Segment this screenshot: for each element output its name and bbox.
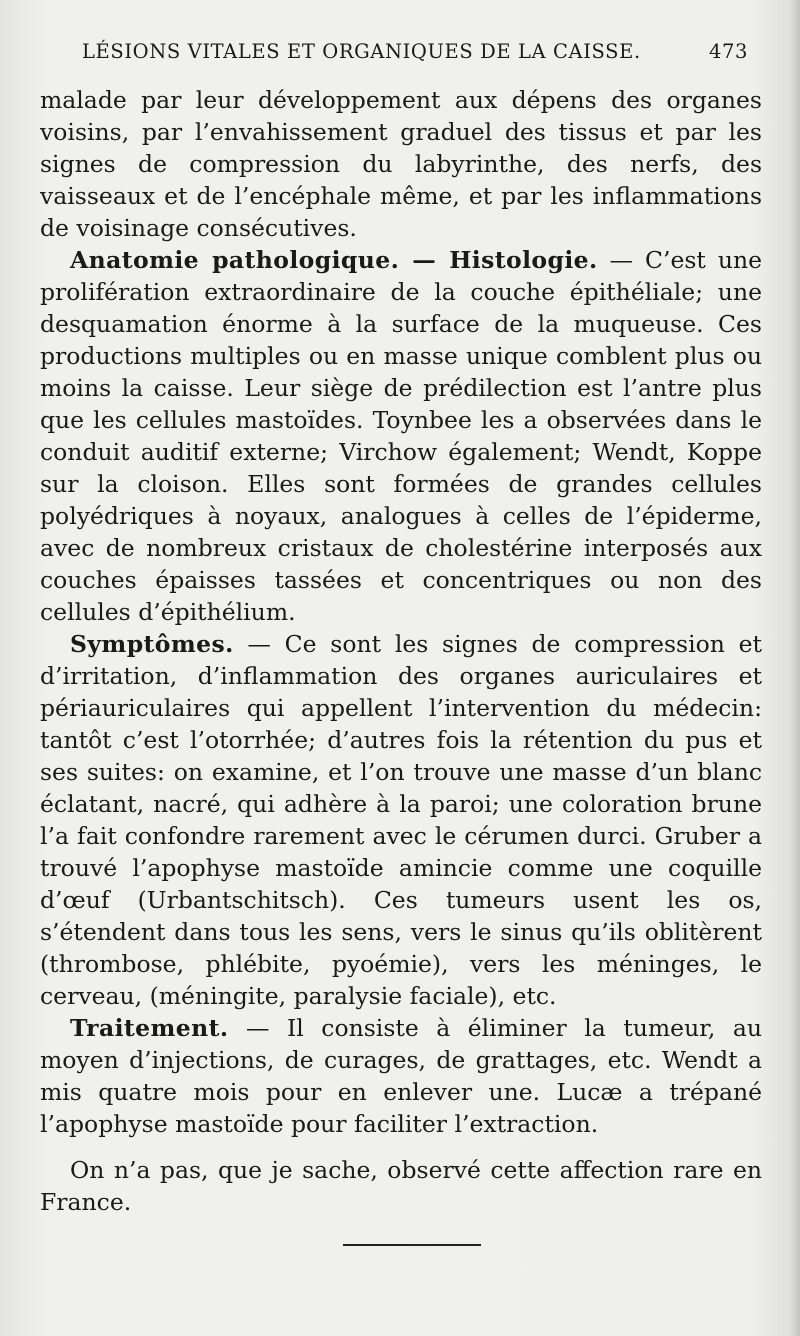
- section-heading-symptomes: Symptômes.: [70, 630, 234, 658]
- paragraph-anatomie: [40, 244, 762, 628]
- section-heading-anatomie: Anatomie pathologique. — Histologie.: [70, 246, 598, 274]
- running-head: [82, 40, 748, 70]
- paragraph-symptomes: [40, 628, 762, 1012]
- running-head-title: LÉSIONS VITALES ET ORGANIQUES DE LA CAISSE.: [82, 40, 641, 63]
- paragraph-traitement: [40, 1012, 762, 1140]
- paragraph-continuation: malade par leur développement aux dépens des organes voisins, par l’envahissement graduel des tissus et par les signes de compression du labyrinthe, des nerfs, des vaisseaux et de l’encéphale même, et par les inflammations de voisinage consécutives.: [40, 86, 762, 242]
- section-heading-traitement: Traitement.: [70, 1014, 229, 1042]
- body-text: [40, 84, 762, 1218]
- page-number: 473: [708, 40, 748, 63]
- paragraph-closing: On n’a pas, que je sache, observé cette affection rare en France.: [40, 1156, 762, 1216]
- paragraph-anatomie-text: — C’est une prolifération extraordinaire de la couche épithéliale; une desquamation énorme à la surface de la muqueuse. Ces productions multiples ou en masse unique comblent plus ou moins la caisse. Leur siège de prédilection est l’antre plus que les cellules mastoïdes. Toynbee les a observées dans le conduit auditif externe; Virchow également; Wendt, Koppe sur la cloison. Elles sont formées de grandes cellules polyédriques à noyaux, analogues à celles de l’épiderme, avec de nombreux cristaux de cholestérine interposés aux couches épaisses tassées et concentriques ou non des cellules d’épithélium.: [40, 246, 762, 626]
- end-rule: [343, 1244, 481, 1246]
- paragraph-traitement-text: — Il consiste à éliminer la tumeur, au moyen d’injections, de curages, de grattages, etc. Wendt a mis quatre mois pour en enlever une. Lucæ a trépané l’apophyse mastoïde pour faciliter l’extraction.: [40, 1014, 762, 1138]
- paragraph-symptomes-text: — Ce sont les signes de compression et d’irritation, d’inflammation des organes auriculaires et périauriculaires qui appellent l’intervention du médecin: tantôt c’est l’otorrhée; d’autres fois la rétention du pus et ses suites: on examine, et l’on trouve une masse d’un blanc éclatant, nacré, qui adhère à la paroi; une coloration brune l’a fait confondre rarement avec le cérumen durci. Gruber a trouvé l’apophyse mastoïde amincie comme une coquille d’œuf (Urbantschitsch). Ces tumeurs usent les os, s’étendent dans tous les sens, vers le sinus qu’ils oblitèrent (thrombose, phlébite, pyoémie), vers les méninges, le cerveau, (méningite, paralysie faciale), etc.: [40, 630, 762, 1010]
